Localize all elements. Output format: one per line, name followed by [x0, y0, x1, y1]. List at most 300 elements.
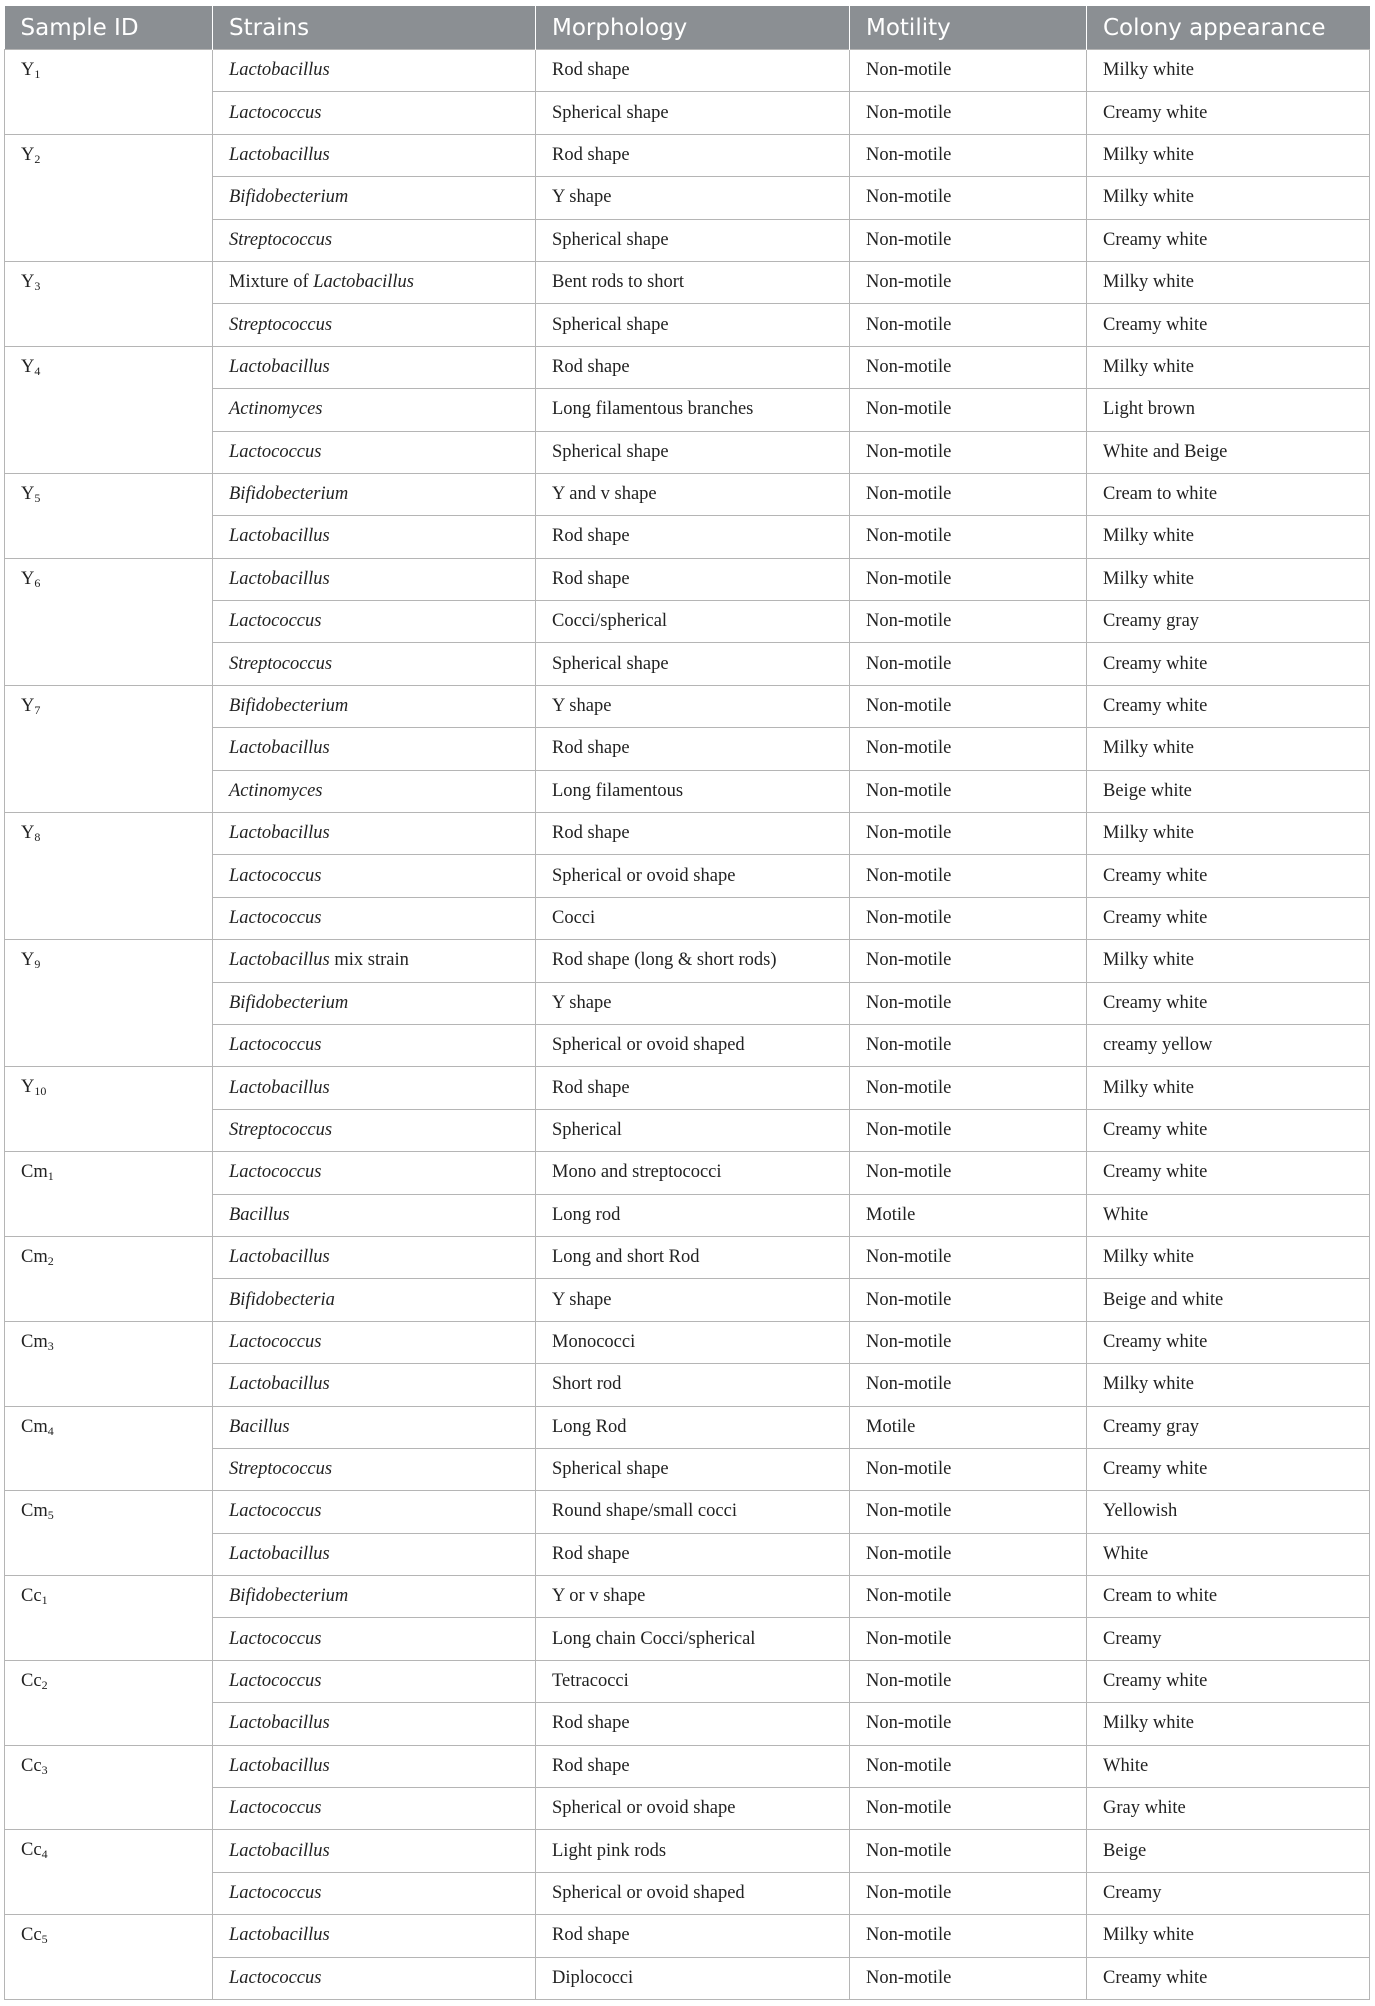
table-row: [5, 1745, 1370, 1787]
morphology-cell: Long filamentous branches: [536, 389, 850, 431]
colony-appearance-cell: Beige: [1087, 1830, 1370, 1872]
strains-table: [4, 6, 1370, 2000]
sample-id-prefix: Y: [21, 1077, 35, 1098]
sample-id-subscript: 2: [34, 151, 41, 166]
header-sample-id: Sample ID: [5, 6, 213, 50]
strain-cell: [213, 1364, 536, 1406]
motility-cell: Non-motile: [850, 1152, 1087, 1194]
strain-cell: [213, 431, 536, 473]
motility-cell: Non-motile: [850, 50, 1087, 92]
sample-id-cell: [5, 813, 213, 940]
sample-id-subscript: 2: [47, 1253, 54, 1268]
table-row: [5, 1660, 1370, 1702]
strain-genus: Lactococcus: [229, 102, 322, 123]
strain-cell: [213, 473, 536, 515]
sample-id-prefix: Y: [21, 823, 35, 844]
motility-cell: Non-motile: [850, 177, 1087, 219]
motility-cell: Non-motile: [850, 1788, 1087, 1830]
morphology-cell: Spherical shape: [536, 304, 850, 346]
morphology-cell: Spherical shape: [536, 219, 850, 261]
motility-cell: Non-motile: [850, 516, 1087, 558]
sample-id-cell: [5, 346, 213, 473]
strain-genus: Actinomyces: [229, 399, 323, 420]
morphology-cell: Rod shape: [536, 1915, 850, 1957]
sample-id-prefix: Cc: [21, 1670, 42, 1691]
strain-cell: [213, 1915, 536, 1957]
colony-appearance-cell: Milky white: [1087, 50, 1370, 92]
colony-appearance-cell: Creamy white: [1087, 1957, 1370, 1999]
morphology-cell: Spherical or ovoid shaped: [536, 1024, 850, 1066]
strain-genus: Lactococcus: [229, 1501, 322, 1522]
motility-cell: Non-motile: [850, 1364, 1087, 1406]
sample-id-cell: [5, 1152, 213, 1237]
colony-appearance-cell: Light brown: [1087, 389, 1370, 431]
sample-id-cell: [5, 558, 213, 685]
morphology-cell: Y and v shape: [536, 473, 850, 515]
strain-cell: [213, 643, 536, 685]
motility-cell: Motile: [850, 1194, 1087, 1236]
table-row: [5, 134, 1370, 176]
strain-cell: [213, 728, 536, 770]
strain-cell: [213, 685, 536, 727]
strain-cell: [213, 982, 536, 1024]
morphology-cell: Spherical or ovoid shape: [536, 1788, 850, 1830]
table-row: [5, 558, 1370, 600]
colony-appearance-cell: Milky white: [1087, 516, 1370, 558]
motility-cell: Non-motile: [850, 261, 1087, 303]
strain-genus: Bacillus: [229, 1204, 290, 1225]
sample-id-cell: [5, 473, 213, 558]
morphology-cell: Rod shape: [536, 346, 850, 388]
morphology-cell: Y shape: [536, 685, 850, 727]
motility-cell: Non-motile: [850, 982, 1087, 1024]
strain-genus: Lactobacillus: [229, 1755, 330, 1776]
strain-cell: [213, 92, 536, 134]
strain-genus: Lactobacillus: [313, 272, 414, 293]
colony-appearance-cell: Creamy white: [1087, 1660, 1370, 1702]
strain-genus: Bifidobecteria: [229, 1289, 335, 1310]
sample-id-subscript: 3: [34, 278, 41, 293]
morphology-cell: Rod shape: [536, 50, 850, 92]
sample-id-prefix: Y: [21, 568, 35, 589]
motility-cell: Non-motile: [850, 1067, 1087, 1109]
strain-genus: Lactococcus: [229, 1162, 322, 1183]
strain-cell: [213, 1788, 536, 1830]
header-morphology: Morphology: [536, 6, 850, 50]
table-row: [5, 1406, 1370, 1448]
sample-id-subscript: 4: [34, 363, 41, 378]
colony-appearance-cell: Creamy white: [1087, 643, 1370, 685]
strain-cell: [213, 1533, 536, 1575]
motility-cell: Non-motile: [850, 1321, 1087, 1363]
motility-cell: Non-motile: [850, 897, 1087, 939]
sample-id-cell: [5, 1236, 213, 1321]
colony-appearance-cell: Cream to white: [1087, 1576, 1370, 1618]
sample-id-prefix: Cm: [21, 1331, 48, 1352]
sample-id-subscript: 10: [34, 1084, 47, 1099]
strain-cell: [213, 1321, 536, 1363]
morphology-cell: Round shape/small cocci: [536, 1491, 850, 1533]
morphology-cell: Spherical or ovoid shape: [536, 855, 850, 897]
morphology-cell: Rod shape: [536, 1067, 850, 1109]
strain-cell: [213, 558, 536, 600]
motility-cell: Non-motile: [850, 1830, 1087, 1872]
header-motility: Motility: [850, 6, 1087, 50]
strain-cell: [213, 1957, 536, 1999]
strain-genus: Lactococcus: [229, 611, 322, 632]
motility-cell: Non-motile: [850, 1576, 1087, 1618]
sample-id-prefix: Cc: [21, 1840, 42, 1861]
colony-appearance-cell: Milky white: [1087, 940, 1370, 982]
sample-id-subscript: 1: [41, 1593, 48, 1608]
header-strains: Strains: [213, 6, 536, 50]
table-row: [5, 50, 1370, 92]
sample-id-prefix: Cc: [21, 1925, 42, 1946]
table-row: [5, 1915, 1370, 1957]
motility-cell: Non-motile: [850, 1703, 1087, 1745]
sample-id-cell: [5, 134, 213, 261]
motility-cell: Non-motile: [850, 1448, 1087, 1490]
strain-genus: Bifidobecterium: [229, 484, 349, 505]
strain-genus: Lactobacillus: [229, 823, 330, 844]
strain-cell: [213, 1152, 536, 1194]
morphology-cell: Light pink rods: [536, 1830, 850, 1872]
sample-id-prefix: Cm: [21, 1246, 48, 1267]
strain-genus: Lactococcus: [229, 1967, 322, 1988]
morphology-cell: Spherical shape: [536, 1448, 850, 1490]
strain-cell: [213, 1703, 536, 1745]
strain-cell: [213, 346, 536, 388]
strain-genus: Lactococcus: [229, 1628, 322, 1649]
sample-id-prefix: Y: [21, 483, 35, 504]
strain-genus: Lactobacillus: [229, 950, 330, 971]
morphology-cell: Rod shape (long & short rods): [536, 940, 850, 982]
strain-genus: Lactobacillus: [229, 1713, 330, 1734]
strain-cell: [213, 1109, 536, 1151]
morphology-cell: Spherical shape: [536, 431, 850, 473]
colony-appearance-cell: Creamy white: [1087, 92, 1370, 134]
sample-id-prefix: Cc: [21, 1586, 42, 1607]
morphology-cell: Rod shape: [536, 728, 850, 770]
colony-appearance-cell: Milky white: [1087, 346, 1370, 388]
strain-genus: Lactobacillus: [229, 526, 330, 547]
sample-id-subscript: 5: [47, 1508, 54, 1523]
colony-appearance-cell: Milky white: [1087, 134, 1370, 176]
motility-cell: Non-motile: [850, 92, 1087, 134]
strain-genus: Lactococcus: [229, 441, 322, 462]
strain-genus: Bacillus: [229, 1416, 290, 1437]
morphology-cell: Mono and streptococci: [536, 1152, 850, 1194]
colony-appearance-cell: Creamy white: [1087, 1448, 1370, 1490]
colony-appearance-cell: White: [1087, 1194, 1370, 1236]
colony-appearance-cell: Creamy white: [1087, 897, 1370, 939]
colony-appearance-cell: Milky white: [1087, 1067, 1370, 1109]
strain-genus: Bifidobecterium: [229, 187, 349, 208]
strain-prefix: Mixture of: [229, 272, 314, 293]
strain-genus: Lactococcus: [229, 1331, 322, 1352]
table-row: [5, 1152, 1370, 1194]
strain-cell: [213, 1618, 536, 1660]
strain-genus: Bifidobecterium: [229, 1586, 349, 1607]
motility-cell: Non-motile: [850, 1745, 1087, 1787]
strain-genus: Actinomyces: [229, 780, 323, 801]
strain-cell: [213, 1830, 536, 1872]
colony-appearance-cell: Creamy white: [1087, 1321, 1370, 1363]
sample-id-prefix: Y: [21, 695, 35, 716]
colony-appearance-cell: Milky white: [1087, 177, 1370, 219]
motility-cell: Non-motile: [850, 219, 1087, 261]
motility-cell: Non-motile: [850, 643, 1087, 685]
sample-id-cell: [5, 1067, 213, 1152]
morphology-cell: Long chain Cocci/spherical: [536, 1618, 850, 1660]
morphology-cell: Cocci: [536, 897, 850, 939]
motility-cell: Non-motile: [850, 304, 1087, 346]
header-row: [5, 6, 1370, 50]
strain-cell: [213, 1279, 536, 1321]
motility-cell: Non-motile: [850, 728, 1087, 770]
motility-cell: Non-motile: [850, 1279, 1087, 1321]
sample-id-cell: [5, 1491, 213, 1576]
strain-cell: [213, 1745, 536, 1787]
strain-genus: Streptococcus: [229, 314, 333, 335]
strain-genus: Lactobacillus: [229, 1925, 330, 1946]
morphology-cell: Y or v shape: [536, 1576, 850, 1618]
strain-cell: [213, 1872, 536, 1914]
sample-id-cell: [5, 50, 213, 135]
colony-appearance-cell: Creamy white: [1087, 219, 1370, 261]
strain-cell: [213, 855, 536, 897]
motility-cell: Non-motile: [850, 1491, 1087, 1533]
motility-cell: Non-motile: [850, 389, 1087, 431]
morphology-cell: Rod shape: [536, 813, 850, 855]
table-row: [5, 1067, 1370, 1109]
morphology-cell: Long rod: [536, 1194, 850, 1236]
strain-cell: [213, 601, 536, 643]
sample-id-prefix: Y: [21, 271, 35, 292]
morphology-cell: Bent rods to short: [536, 261, 850, 303]
colony-appearance-cell: Creamy white: [1087, 855, 1370, 897]
table-row: [5, 685, 1370, 727]
morphology-cell: Spherical or ovoid shaped: [536, 1872, 850, 1914]
strain-cell: [213, 304, 536, 346]
motility-cell: Non-motile: [850, 558, 1087, 600]
colony-appearance-cell: Milky white: [1087, 1915, 1370, 1957]
strain-genus: Lactococcus: [229, 908, 322, 928]
sample-id-prefix: Y: [21, 356, 35, 377]
table-header: [5, 6, 1370, 50]
morphology-cell: Monococci: [536, 1321, 850, 1363]
sample-id-cell: [5, 1915, 213, 2000]
strain-genus: Lactobacillus: [229, 1840, 330, 1861]
sample-id-prefix: Cm: [21, 1416, 48, 1437]
sample-id-subscript: 5: [41, 1932, 48, 1947]
strain-genus: Lactobacillus: [229, 60, 330, 81]
colony-appearance-cell: Milky white: [1087, 813, 1370, 855]
morphology-cell: Y shape: [536, 982, 850, 1024]
colony-appearance-cell: White and Beige: [1087, 431, 1370, 473]
sample-id-prefix: Y: [21, 144, 35, 165]
sample-id-subscript: 3: [41, 1762, 48, 1777]
sample-id-cell: [5, 685, 213, 812]
table-row: [5, 261, 1370, 303]
colony-appearance-cell: Creamy gray: [1087, 601, 1370, 643]
sample-id-subscript: 4: [41, 1847, 48, 1862]
morphology-cell: Rod shape: [536, 1745, 850, 1787]
morphology-cell: Short rod: [536, 1364, 850, 1406]
strain-genus: Bifidobecterium: [229, 696, 349, 717]
morphology-cell: Long Rod: [536, 1406, 850, 1448]
strain-genus: Bifidobecterium: [229, 992, 349, 1013]
motility-cell: Non-motile: [850, 1024, 1087, 1066]
strain-genus: Lactobacillus: [229, 1543, 330, 1564]
header-colony-appearance: Colony appearance: [1087, 6, 1370, 50]
morphology-cell: Y shape: [536, 177, 850, 219]
morphology-cell: Rod shape: [536, 1703, 850, 1745]
colony-appearance-cell: Creamy white: [1087, 304, 1370, 346]
morphology-cell: Long and short Rod: [536, 1236, 850, 1278]
strain-suffix: mix strain: [329, 950, 409, 971]
table-row: [5, 346, 1370, 388]
colony-appearance-cell: Beige white: [1087, 770, 1370, 812]
colony-appearance-cell: Creamy white: [1087, 982, 1370, 1024]
sample-id-prefix: Cm: [21, 1501, 48, 1522]
colony-appearance-cell: Milky white: [1087, 558, 1370, 600]
strain-genus: Streptococcus: [229, 229, 333, 250]
strain-cell: [213, 1406, 536, 1448]
table-row: [5, 1830, 1370, 1872]
strain-cell: [213, 1236, 536, 1278]
motility-cell: Non-motile: [850, 346, 1087, 388]
table-row: [5, 940, 1370, 982]
strain-genus: Streptococcus: [229, 1459, 333, 1480]
strain-genus: Streptococcus: [229, 653, 333, 674]
motility-cell: Non-motile: [850, 431, 1087, 473]
sample-id-cell: [5, 1830, 213, 1915]
motility-cell: Non-motile: [850, 1236, 1087, 1278]
strain-genus: Lactococcus: [229, 1798, 322, 1819]
motility-cell: Non-motile: [850, 1872, 1087, 1914]
motility-cell: Non-motile: [850, 601, 1087, 643]
colony-appearance-cell: creamy yellow: [1087, 1024, 1370, 1066]
sample-id-cell: [5, 261, 213, 346]
table-body: [5, 50, 1370, 2000]
strain-cell: [213, 897, 536, 939]
morphology-cell: Long filamentous: [536, 770, 850, 812]
morphology-cell: Y shape: [536, 1279, 850, 1321]
strain-genus: Lactobacillus: [229, 1247, 330, 1268]
motility-cell: Non-motile: [850, 685, 1087, 727]
sample-id-subscript: 1: [34, 67, 41, 81]
morphology-cell: Rod shape: [536, 134, 850, 176]
sample-id-prefix: Y: [21, 60, 35, 80]
strain-cell: [213, 770, 536, 812]
sample-id-prefix: Cm: [21, 1162, 48, 1183]
strain-genus: Lactobacillus: [229, 356, 330, 377]
strain-genus: Lactobacillus: [229, 1077, 330, 1098]
sample-id-subscript: 3: [47, 1338, 54, 1353]
morphology-cell: Rod shape: [536, 1533, 850, 1575]
strain-genus: Lactococcus: [229, 1882, 322, 1903]
sample-id-cell: [5, 940, 213, 1067]
strain-cell: [213, 1067, 536, 1109]
motility-cell: Non-motile: [850, 473, 1087, 515]
sample-id-cell: [5, 1321, 213, 1406]
morphology-cell: Spherical shape: [536, 92, 850, 134]
strain-cell: [213, 1448, 536, 1490]
table-row: [5, 1236, 1370, 1278]
strain-genus: Lactococcus: [229, 1035, 322, 1056]
strain-cell: [213, 219, 536, 261]
strain-cell: [213, 813, 536, 855]
morphology-cell: Spherical: [536, 1109, 850, 1151]
colony-appearance-cell: Milky white: [1087, 1236, 1370, 1278]
morphology-cell: Rod shape: [536, 516, 850, 558]
sample-id-subscript: 8: [34, 830, 41, 845]
colony-appearance-cell: Milky white: [1087, 1703, 1370, 1745]
motility-cell: Non-motile: [850, 1618, 1087, 1660]
colony-appearance-cell: Creamy: [1087, 1618, 1370, 1660]
morphology-cell: Rod shape: [536, 558, 850, 600]
sample-id-subscript: 6: [34, 575, 41, 590]
sample-id-subscript: 9: [34, 957, 41, 972]
sample-id-prefix: Cc: [21, 1755, 42, 1776]
colony-appearance-cell: Cream to white: [1087, 473, 1370, 515]
sample-id-subscript: 5: [34, 490, 41, 505]
colony-appearance-cell: Creamy white: [1087, 1152, 1370, 1194]
motility-cell: Motile: [850, 1406, 1087, 1448]
strain-genus: Lactococcus: [229, 865, 322, 886]
morphology-cell: Spherical shape: [536, 643, 850, 685]
colony-appearance-cell: White: [1087, 1533, 1370, 1575]
strain-cell: [213, 134, 536, 176]
sample-id-cell: [5, 1745, 213, 1830]
table-row: [5, 473, 1370, 515]
sample-id-cell: [5, 1576, 213, 1661]
motility-cell: Non-motile: [850, 134, 1087, 176]
strain-genus: Lactococcus: [229, 1671, 322, 1692]
strain-cell: [213, 1491, 536, 1533]
motility-cell: Non-motile: [850, 1660, 1087, 1702]
motility-cell: Non-motile: [850, 770, 1087, 812]
colony-appearance-cell: Yellowish: [1087, 1491, 1370, 1533]
strain-genus: Lactobacillus: [229, 144, 330, 165]
sample-id-subscript: 1: [47, 1169, 54, 1184]
colony-appearance-cell: Creamy: [1087, 1872, 1370, 1914]
sample-id-subscript: 4: [47, 1423, 54, 1438]
sample-id-subscript: 2: [41, 1677, 48, 1692]
strain-cell: [213, 940, 536, 982]
colony-appearance-cell: Creamy gray: [1087, 1406, 1370, 1448]
colony-appearance-cell: Milky white: [1087, 728, 1370, 770]
morphology-cell: Diplococci: [536, 1957, 850, 1999]
motility-cell: Non-motile: [850, 813, 1087, 855]
motility-cell: Non-motile: [850, 1109, 1087, 1151]
motility-cell: Non-motile: [850, 940, 1087, 982]
table-row: [5, 1491, 1370, 1533]
colony-appearance-cell: White: [1087, 1745, 1370, 1787]
strain-cell: [213, 389, 536, 431]
sample-id-cell: [5, 1406, 213, 1491]
strain-genus: Lactobacillus: [229, 738, 330, 759]
strain-genus: Lactobacillus: [229, 568, 330, 589]
strain-cell: [213, 50, 536, 92]
strain-cell: [213, 516, 536, 558]
sample-id-cell: [5, 1660, 213, 1745]
strain-cell: [213, 1576, 536, 1618]
table-row: [5, 813, 1370, 855]
morphology-cell: Cocci/spherical: [536, 601, 850, 643]
table-row: [5, 1321, 1370, 1363]
